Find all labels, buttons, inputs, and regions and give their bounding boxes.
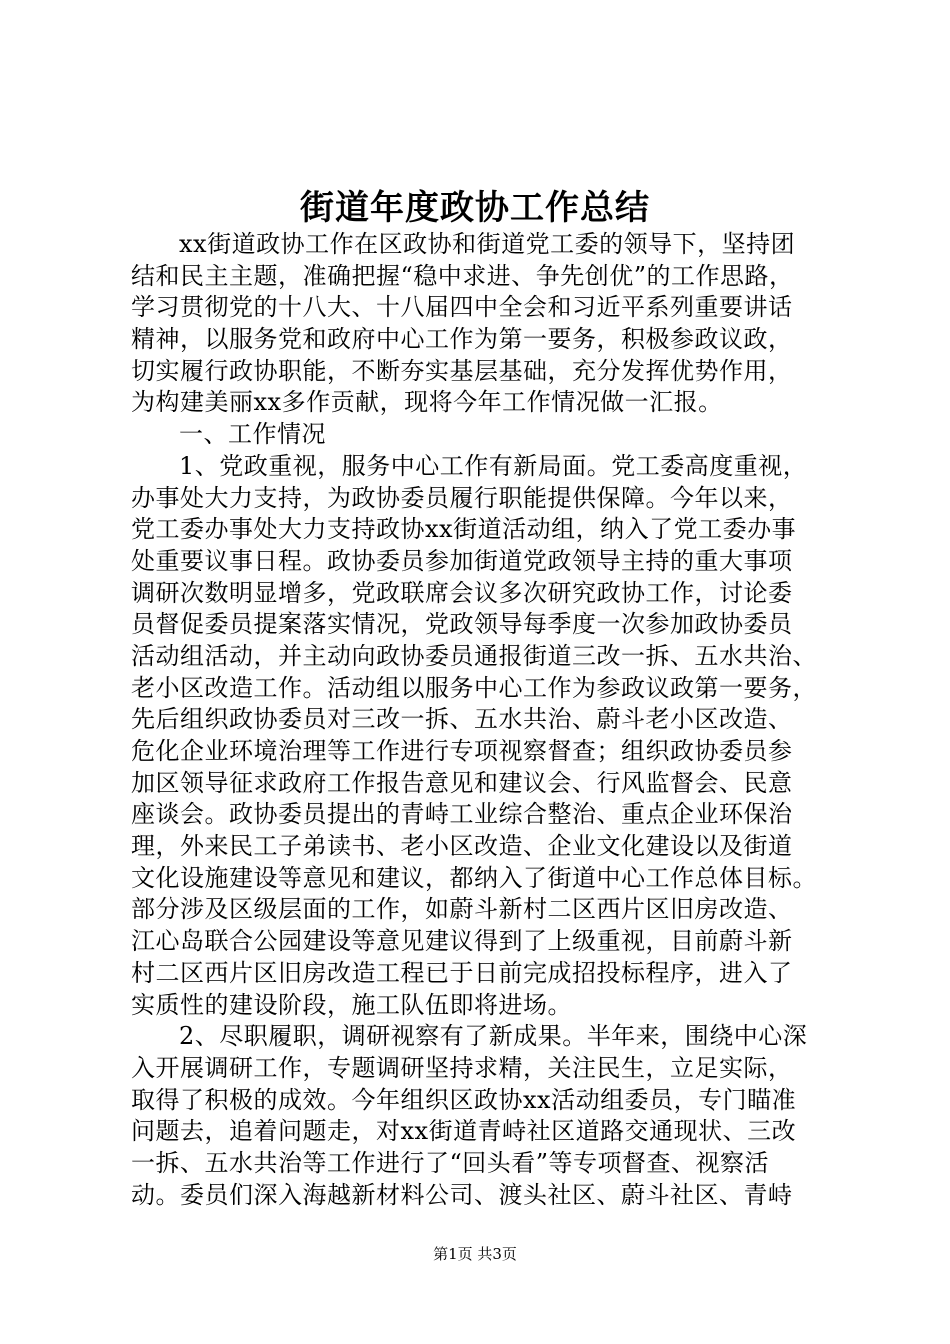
body-line: 办事处大力支持，为政协委员履行职能提供保障。今年以来， <box>131 483 793 512</box>
body-line: 实质性的建设阶段，施工队伍即将进场。 <box>131 990 572 1019</box>
body-line: 切实履行政协职能，不断夯实基层基础，充分发挥优势作用， <box>131 356 793 385</box>
body-line: 部分涉及区级层面的工作，如蔚斗新村二区西片区旧房改造、 <box>131 895 793 924</box>
body-line: 2、尽职履职，调研视察有了新成果。半年来，围绕中心深 <box>179 1022 808 1051</box>
body-line: 调研次数明显增多，党政联席会议多次研究政协工作，讨论委 <box>131 578 793 607</box>
page-number-footer: 第1页 共3页 <box>433 1245 517 1263</box>
body-line: 动。委员们深入海越新材料公司、渡头社区、蔚斗社区、青峙 <box>131 1180 793 1209</box>
body-line: 为构建美丽xx多作贡献，现将今年工作情况做一汇报。 <box>131 388 723 417</box>
body-line: 江心岛联合公园建设等意见建议得到了上级重视，目前蔚斗新 <box>131 927 793 956</box>
body-line: 加区领导征求政府工作报告意见和建议会、行风监督会、民意 <box>131 768 793 797</box>
body-line: 村二区西片区旧房改造工程已于日前完成招投标程序，进入了 <box>131 958 793 987</box>
body-line: 处重要议事日程。政协委员参加街道党政领导主持的重大事项 <box>131 546 793 575</box>
document-title: 街道年度政协工作总结 <box>300 188 650 228</box>
body-line: 问题去，追着问题走，对xx街道青峙社区道路交通现状、三改 <box>131 1117 797 1146</box>
body-line: 结和民主主题，准确把握“稳中求进、争先创优”的工作思路， <box>131 261 794 290</box>
body-line: 取得了积极的成效。今年组织区政协xx活动组委员，专门瞄准 <box>131 1085 797 1114</box>
body-line: 危化企业环境治理等工作进行专项视察督查；组织政协委员参 <box>131 737 793 765</box>
body-line: 先后组织政协委员对三改一拆、五水共治、蔚斗老小区改造、 <box>131 705 793 734</box>
body-line: 老小区改造工作。活动组以服务中心工作为参政议政第一要务， <box>131 673 817 702</box>
section-heading: 一、工作情况 <box>179 420 326 449</box>
body-line: 文化设施建设等意见和建议，都纳入了街道中心工作总体目标。 <box>131 863 817 892</box>
body-line: 座谈会。政协委员提出的青峙工业综合整治、重点企业环保治 <box>131 800 793 829</box>
body-line: 党工委办事处大力支持政协xx街道活动组，纳入了党工委办事 <box>131 515 797 544</box>
body-line: 精神，以服务党和政府中心工作为第一要务，积极参政议政， <box>131 325 793 354</box>
body-line: 一拆、五水共治等工作进行了“回头看”等专项督查、视察活 <box>131 1148 770 1177</box>
body-line: xx街道政协工作在区政协和街道党工委的领导下，坚持团 <box>179 230 796 258</box>
body-line: 理，外来民工子弟读书、老小区改造、企业文化建设以及街道 <box>131 832 793 861</box>
body-line: 活动组活动，并主动向政协委员通报街道三改一拆、五水共治、 <box>131 641 817 670</box>
document-body <box>131 229 831 1211</box>
body-line: 1、党政重视，服务中心工作有新局面。党工委高度重视， <box>179 451 808 480</box>
body-line: 学习贯彻党的十八大、十八届四中全会和习近平系列重要讲话 <box>131 293 793 322</box>
body-line: 员督促委员提案落实情况，党政领导每季度一次参加政协委员 <box>131 610 793 639</box>
body-line: 入开展调研工作，专题调研坚持求精，关注民生，立足实际， <box>131 1053 793 1082</box>
